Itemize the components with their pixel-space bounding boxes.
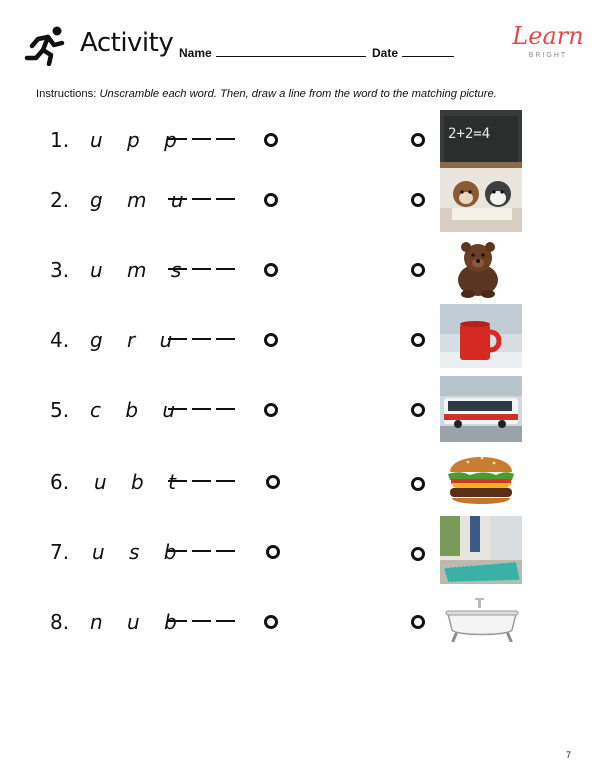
name-field[interactable] — [179, 46, 366, 60]
word-connector-dot[interactable] — [264, 193, 278, 207]
word-connector-dot[interactable] — [266, 475, 280, 489]
page-title: Activity — [80, 28, 174, 58]
answer-blanks[interactable] — [168, 602, 240, 622]
bath-rug-icon — [440, 516, 522, 584]
row-number: 5. — [50, 398, 70, 422]
exercise-row — [0, 516, 600, 576]
scrambled-letters: u p p — [90, 128, 186, 152]
bear-cub-icon — [448, 238, 508, 300]
answer-blanks[interactable] — [168, 180, 240, 200]
bathtub-icon — [442, 596, 522, 642]
answer-blanks[interactable] — [168, 462, 240, 482]
name-line — [216, 46, 366, 57]
exercise-row — [0, 238, 600, 298]
picture-connector-dot[interactable] — [411, 615, 425, 629]
exercise-row — [0, 304, 600, 364]
word-connector-dot[interactable] — [266, 545, 280, 559]
answer-blanks[interactable] — [168, 120, 240, 140]
row-number: 1. — [50, 128, 70, 152]
answer-blanks[interactable] — [168, 532, 240, 552]
instructions-text: Unscramble each word. Then, draw a line from the word to the matching picture. — [99, 88, 497, 100]
picture-connector-dot[interactable] — [411, 333, 425, 347]
date-field[interactable] — [372, 46, 454, 60]
answer-blanks[interactable] — [168, 320, 240, 340]
instructions — [36, 88, 497, 100]
date-line — [402, 46, 454, 57]
word-connector-dot[interactable] — [264, 333, 278, 347]
row-number: 6. — [50, 470, 70, 494]
running-person-icon — [24, 26, 68, 66]
row-number: 7. — [50, 540, 70, 564]
word-connector-dot[interactable] — [264, 263, 278, 277]
picture-connector-dot[interactable] — [411, 263, 425, 277]
answer-blanks[interactable] — [168, 250, 240, 270]
worksheet-header — [24, 22, 584, 72]
learn-bright-logo — [512, 22, 584, 64]
logo-subtext: BRIGHT — [528, 52, 568, 59]
picture-connector-dot[interactable] — [411, 193, 425, 207]
scrambled-letters: u b t — [94, 470, 185, 494]
exercise-row — [0, 168, 600, 228]
red-mug-icon — [440, 304, 522, 368]
logo-text: Learn — [512, 22, 584, 50]
exercise-row — [0, 590, 600, 650]
date-label: Date — [372, 46, 399, 60]
picture-connector-dot[interactable] — [411, 133, 425, 147]
answer-blanks[interactable] — [168, 390, 240, 410]
word-connector-dot[interactable] — [264, 403, 278, 417]
scrambled-letters: u s b — [92, 540, 186, 564]
exercise-row — [0, 376, 600, 436]
picture-connector-dot[interactable] — [411, 403, 425, 417]
bus-icon — [440, 376, 522, 442]
chalkboard-text: 2+2=4 — [448, 126, 491, 142]
row-number: 2. — [50, 188, 70, 212]
row-number: 8. — [50, 610, 70, 634]
scrambled-letters: u m s — [90, 258, 191, 282]
word-connector-dot[interactable] — [264, 615, 278, 629]
burger-icon — [440, 448, 522, 510]
exercise-row — [0, 110, 600, 170]
scrambled-letters: c b u — [90, 398, 185, 422]
word-connector-dot[interactable] — [264, 133, 278, 147]
picture-connector-dot[interactable] — [411, 547, 425, 561]
page-number: 7 — [566, 750, 572, 760]
math-chalkboard-icon — [440, 110, 522, 168]
exercise-row — [0, 446, 600, 506]
puppies-icon — [440, 168, 522, 232]
instructions-label: Instructions: — [36, 88, 97, 100]
scrambled-letters: n u b — [90, 610, 186, 634]
row-number: 4. — [50, 328, 70, 352]
picture-connector-dot[interactable] — [411, 477, 425, 491]
scrambled-letters: g m u — [90, 188, 193, 212]
name-label: Name — [179, 46, 212, 60]
row-number: 3. — [50, 258, 70, 282]
scrambled-letters: g r u — [90, 328, 182, 352]
